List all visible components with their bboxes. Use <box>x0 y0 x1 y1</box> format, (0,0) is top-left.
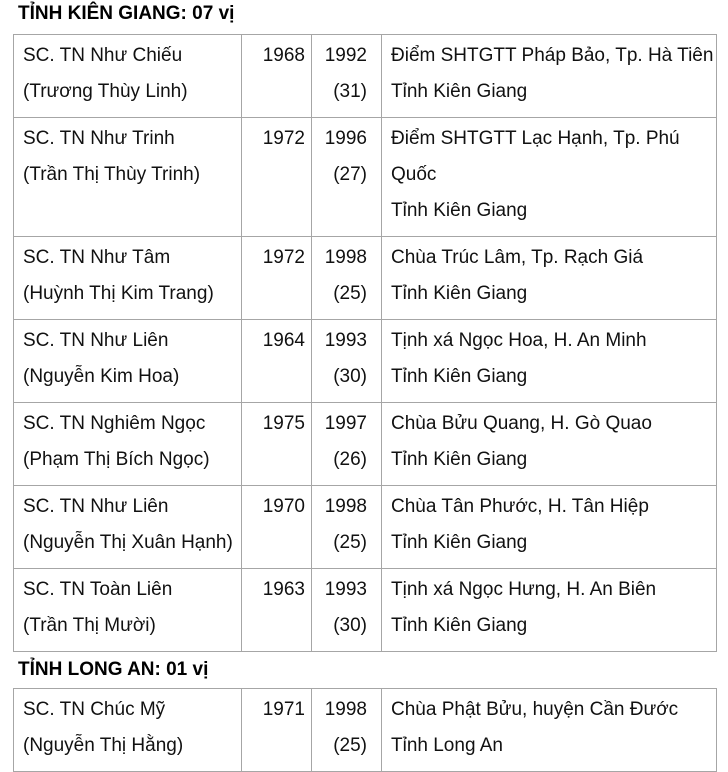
location-cell <box>382 320 717 403</box>
location-cell <box>382 689 717 772</box>
ordination-cell <box>312 569 382 652</box>
monastic-title: SC. TN Như Tâm <box>23 247 171 268</box>
birth-year-cell <box>242 320 312 403</box>
table-row <box>14 689 717 772</box>
ordination-cell <box>312 320 382 403</box>
ordination-age: (25) <box>333 735 367 756</box>
lay-name: (Trần Thị Thùy Trinh) <box>23 164 201 185</box>
lay-name: (Phạm Thị Bích Ngọc) <box>23 449 210 470</box>
section-heading-long-an: TỈNH LONG AN: 01 vị <box>18 659 209 680</box>
monastic-title: SC. TN Như Chiếu <box>23 45 183 66</box>
province: Tỉnh Kiên Giang <box>391 81 528 102</box>
table-row <box>14 403 717 486</box>
ordination-cell <box>312 35 382 118</box>
ordination-cell <box>312 486 382 569</box>
province: Tỉnh Long An <box>391 735 503 756</box>
ordination-year: 1993 <box>324 579 367 600</box>
province: Tỉnh Kiên Giang <box>391 200 528 221</box>
ordination-age: (25) <box>333 283 367 304</box>
name-cell <box>14 118 242 237</box>
monastic-title: SC. TN Nghiêm Ngọc <box>23 413 206 434</box>
place: Tịnh xá Ngọc Hoa, H. An Minh <box>391 330 647 351</box>
name-cell <box>14 569 242 652</box>
table-row <box>14 320 717 403</box>
table-row <box>14 35 717 118</box>
ordination-age: (27) <box>333 164 367 185</box>
lay-name: (Nguyễn Thị Xuân Hạnh) <box>23 532 233 553</box>
name-cell <box>14 486 242 569</box>
roster-table-long-an <box>13 688 717 772</box>
place: Chùa Tân Phước, H. Tân Hiệp <box>391 496 649 517</box>
birth-year: 1964 <box>262 330 305 351</box>
birth-year-cell <box>242 118 312 237</box>
ordination-cell <box>312 689 382 772</box>
province: Tỉnh Kiên Giang <box>391 532 528 553</box>
ordination-age: (25) <box>333 532 367 553</box>
location-cell <box>382 569 717 652</box>
table-row <box>14 569 717 652</box>
birth-year: 1972 <box>262 128 305 149</box>
birth-year: 1972 <box>262 247 305 268</box>
birth-year-cell <box>242 403 312 486</box>
lay-name: (Nguyễn Kim Hoa) <box>23 366 180 387</box>
place: Chùa Phật Bửu, huyện Cần Đước <box>391 699 679 720</box>
place: Chùa Bửu Quang, H. Gò Quao <box>391 413 652 434</box>
lay-name: (Trần Thị Mười) <box>23 615 156 636</box>
name-cell <box>14 403 242 486</box>
ordination-age: (30) <box>333 366 367 387</box>
ordination-cell <box>312 403 382 486</box>
location-cell <box>382 35 717 118</box>
birth-year-cell <box>242 486 312 569</box>
monastic-title: SC. TN Chúc Mỹ <box>23 699 166 720</box>
birth-year: 1975 <box>262 413 305 434</box>
roster-table-kien-giang <box>13 34 717 652</box>
table-row <box>14 486 717 569</box>
location-cell <box>382 237 717 320</box>
name-cell <box>14 320 242 403</box>
birth-year: 1968 <box>262 45 305 66</box>
birth-year: 1963 <box>262 579 305 600</box>
province: Tỉnh Kiên Giang <box>391 366 528 387</box>
birth-year-cell <box>242 35 312 118</box>
place: Điểm SHTGTT Pháp Bảo, Tp. Hà Tiên <box>391 45 714 66</box>
ordination-year: 1996 <box>324 128 367 149</box>
monastic-title: SC. TN Như Liên <box>23 496 169 517</box>
ordination-cell <box>312 237 382 320</box>
location-cell <box>382 486 717 569</box>
name-cell <box>14 689 242 772</box>
name-cell <box>14 237 242 320</box>
monastic-title: SC. TN Như Liên <box>23 330 169 351</box>
monastic-title: SC. TN Toàn Liên <box>23 579 173 600</box>
ordination-year: 1997 <box>324 413 367 434</box>
lay-name: (Trương Thùy Linh) <box>23 81 188 102</box>
table-row <box>14 118 717 237</box>
birth-year-cell <box>242 237 312 320</box>
ordination-age: (30) <box>333 615 367 636</box>
lay-name: (Nguyễn Thị Hằng) <box>23 735 184 756</box>
province: Tỉnh Kiên Giang <box>391 283 528 304</box>
ordination-year: 1998 <box>324 247 367 268</box>
birth-year: 1970 <box>262 496 305 517</box>
province: Tỉnh Kiên Giang <box>391 615 528 636</box>
ordination-age: (26) <box>333 449 367 470</box>
ordination-age: (31) <box>333 81 367 102</box>
place: Chùa Trúc Lâm, Tp. Rạch Giá <box>391 247 644 268</box>
ordination-year: 1998 <box>324 496 367 517</box>
location-cell <box>382 118 717 237</box>
section-heading-kien-giang: TỈNH KIÊN GIANG: 07 vị <box>18 3 235 24</box>
monastic-title: SC. TN Như Trinh <box>23 128 175 149</box>
birth-year-cell <box>242 689 312 772</box>
ordination-year: 1992 <box>324 45 367 66</box>
ordination-year: 1998 <box>324 699 367 720</box>
lay-name: (Huỳnh Thị Kim Trang) <box>23 283 214 304</box>
ordination-year: 1993 <box>324 330 367 351</box>
place: Điểm SHTGTT Lạc Hạnh, Tp. Phú Quốc <box>391 128 680 185</box>
name-cell <box>14 35 242 118</box>
province: Tỉnh Kiên Giang <box>391 449 528 470</box>
birth-year: 1971 <box>262 699 305 720</box>
table-row <box>14 237 717 320</box>
location-cell <box>382 403 717 486</box>
place: Tịnh xá Ngọc Hưng, H. An Biên <box>391 579 657 600</box>
birth-year-cell <box>242 569 312 652</box>
ordination-cell <box>312 118 382 237</box>
